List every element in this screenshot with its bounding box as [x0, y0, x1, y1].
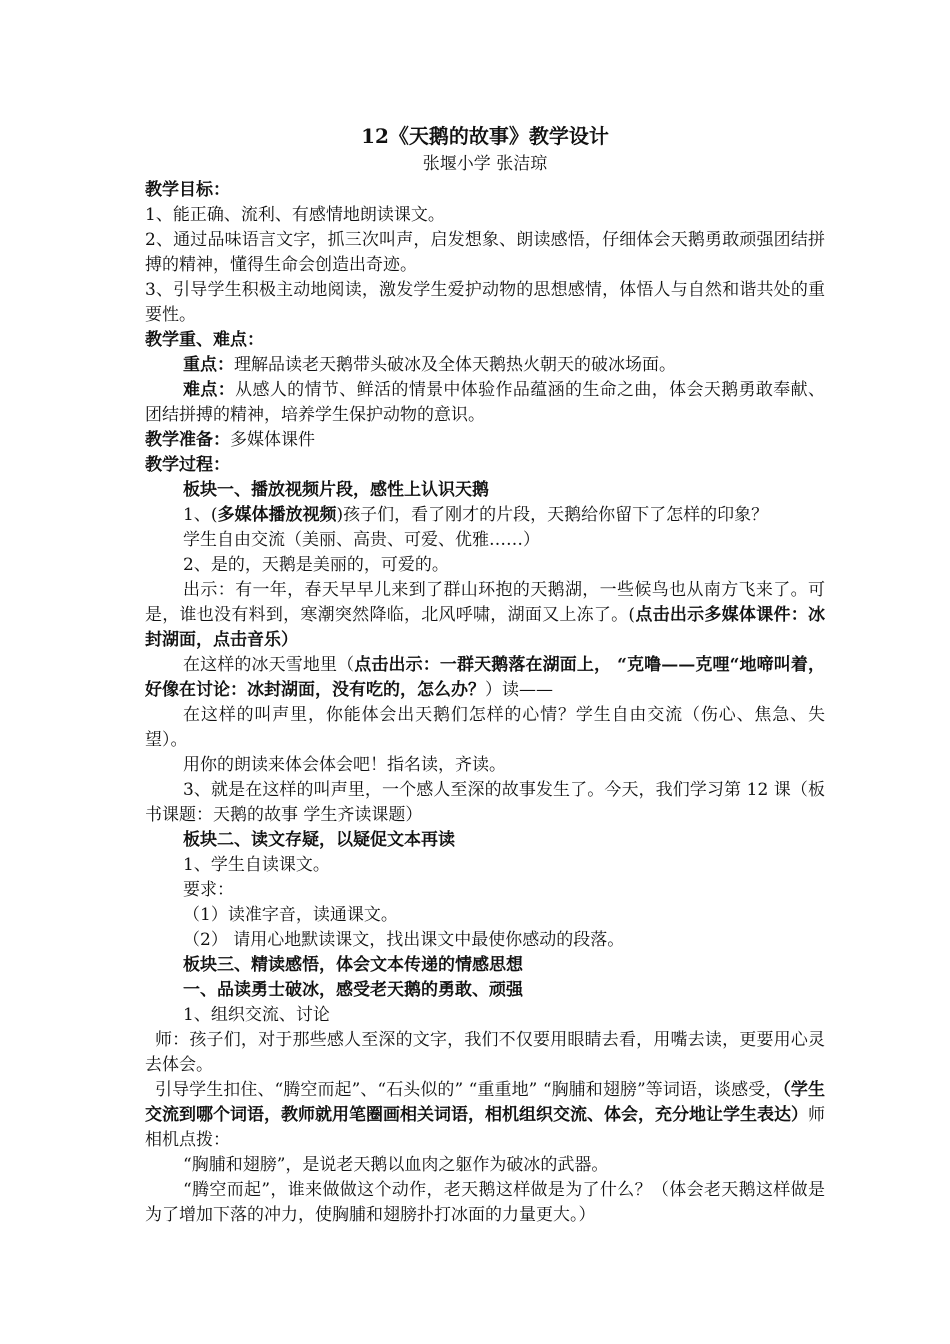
text-run: )孩子们，看了刚才的片段，天鹅给你留下了怎样的印象？: [336, 505, 769, 525]
block-3-heading: 板块三、精读感悟，体会文本传递的情感思想: [183, 955, 523, 975]
bold-run: 点击出示多媒体课件：冰封湖面，点击音乐）: [145, 605, 825, 650]
key-point-text: 理解品读老天鹅带头破冰及全体天鹅热火朝天的破冰场面。: [234, 355, 676, 375]
process-heading: 教学过程：: [145, 455, 230, 475]
block-3-para-5: “腾空而起”，谁来做做这个动作，老天鹅这样做是为了什么？（体会老天鹅这样做是为了增加下落的冲力，使胸脯和翅膀扑打冰面的力量更大。）: [145, 1180, 825, 1225]
objective-3: 3、引导学生积极主动地阅读，激发学生爱护动物的思想感情，体悟人与自然和谐共处的重要性。: [145, 280, 825, 325]
block-1-para-6: 在这样的叫声里，你能体会出天鹅们怎样的心情？学生自由交流（伤心、焦急、失望）。: [145, 705, 825, 750]
block-1-heading: 板块一、播放视频片段，感性上认识天鹅: [183, 480, 489, 500]
bold-run: 点击出示：一群天鹅落在湖面上， “克噜——克哩“地啼叫着，好像在讨论：冰封湖面，没有吃的，怎么办？: [145, 655, 826, 700]
text-run: ）读——: [485, 680, 553, 700]
text-run: 1、(: [183, 505, 218, 525]
preparation-text: 多媒体课件: [230, 430, 315, 450]
block-3-subheading: 一、品读勇士破冰，感受老天鹅的勇敢、顽强: [183, 980, 523, 1000]
key-point: [145, 353, 825, 378]
text-run: 师相机点拨：: [145, 1105, 825, 1150]
block-2-para-3: （1）读准字音，读通课文。: [183, 905, 398, 925]
block-1-para-1: [145, 503, 825, 528]
block-2-para-1: 1、学生自读课文。: [183, 855, 330, 875]
block-1-para-7: 用你的朗读来体会体会吧！指名读，齐读。: [183, 755, 506, 775]
text-run: 在这样的冰天雪地里（: [183, 655, 355, 675]
text-run: 引导学生扣住、“腾空而起”、“石头似的” “重重地” “胸脯和翅膀”等词语，谈感受，: [155, 1080, 783, 1100]
difficult-point: [145, 378, 825, 428]
block-1-para-3: 2、是的，天鹅是美丽的，可爱的。: [183, 555, 449, 575]
block-3-para-3: [145, 1078, 825, 1153]
key-point-label: 重点：: [183, 355, 234, 375]
block-2-para-4: （2） 请用心地默读课文，找出课文中最使你感动的段落。: [183, 930, 625, 950]
document-title: 12《天鹅的故事》教学设计: [361, 124, 609, 148]
difficult-point-label: 难点：: [183, 380, 236, 400]
block-3-para-1: 1、组织交流、讨论: [183, 1005, 330, 1025]
document-author: 张堰小学 张洁琼: [422, 154, 548, 174]
block-1-para-2: 学生自由交流（美丽、高贵、可爱、优雅……）: [183, 530, 540, 550]
block-1-para-8: 3、就是在这样的叫声里，一个感人至深的故事发生了。今天，我们学习第 12 课（板书课题：天鹅的故事 学生齐读课题）: [145, 780, 825, 825]
objective-2: 2、通过品味语言文字，抓三次叫声，启发想象、朗读感悟，仔细体会天鹅勇敢顽强团结拼搏的精神，懂得生命会创造出奇迹。: [145, 230, 825, 275]
text-run: 出示：有一年，春天早早儿来到了群山环抱的天鹅湖，一些候鸟也从南方飞来了。可是，谁也没有料到，寒潮突然降临，北风呼啸，湖面又上冻了。(: [145, 580, 825, 625]
preparation: [145, 428, 825, 453]
bold-run: 多媒体播放视频: [217, 505, 337, 525]
block-2-para-2: 要求：: [183, 880, 234, 900]
block-1-para-4: [145, 578, 825, 653]
block-3-para-4: “胸脯和翅膀”，是说老天鹅以血肉之躯作为破冰的武器。: [183, 1155, 609, 1175]
preparation-label: 教学准备：: [145, 430, 230, 450]
block-1-para-5: [145, 653, 825, 703]
difficult-point-text: 从感人的情节、鲜活的情景中体验作品蕴涵的生命之曲，体会天鹅勇敢奉献、团结拼搏的精神，培养学生保护动物的意识。: [145, 380, 826, 425]
block-2-heading: 板块二、读文存疑，以疑促文本再读: [183, 830, 455, 850]
key-points-heading: 教学重、难点：: [145, 330, 264, 350]
block-3-para-2: 师：孩子们，对于那些感人至深的文字，我们不仅要用眼睛去看，用嘴去读，更要用心灵去体会。: [145, 1030, 825, 1075]
objectives-heading: 教学目标：: [145, 180, 230, 200]
bold-run: （学生交流到哪个词语，教师就用笔圈画相关词语，相机组织交流、体会，充分地让学生表达）: [145, 1080, 825, 1125]
document-page: [145, 120, 825, 1228]
objective-1: 1、能正确、流利、有感情地朗读课文。: [145, 205, 445, 225]
